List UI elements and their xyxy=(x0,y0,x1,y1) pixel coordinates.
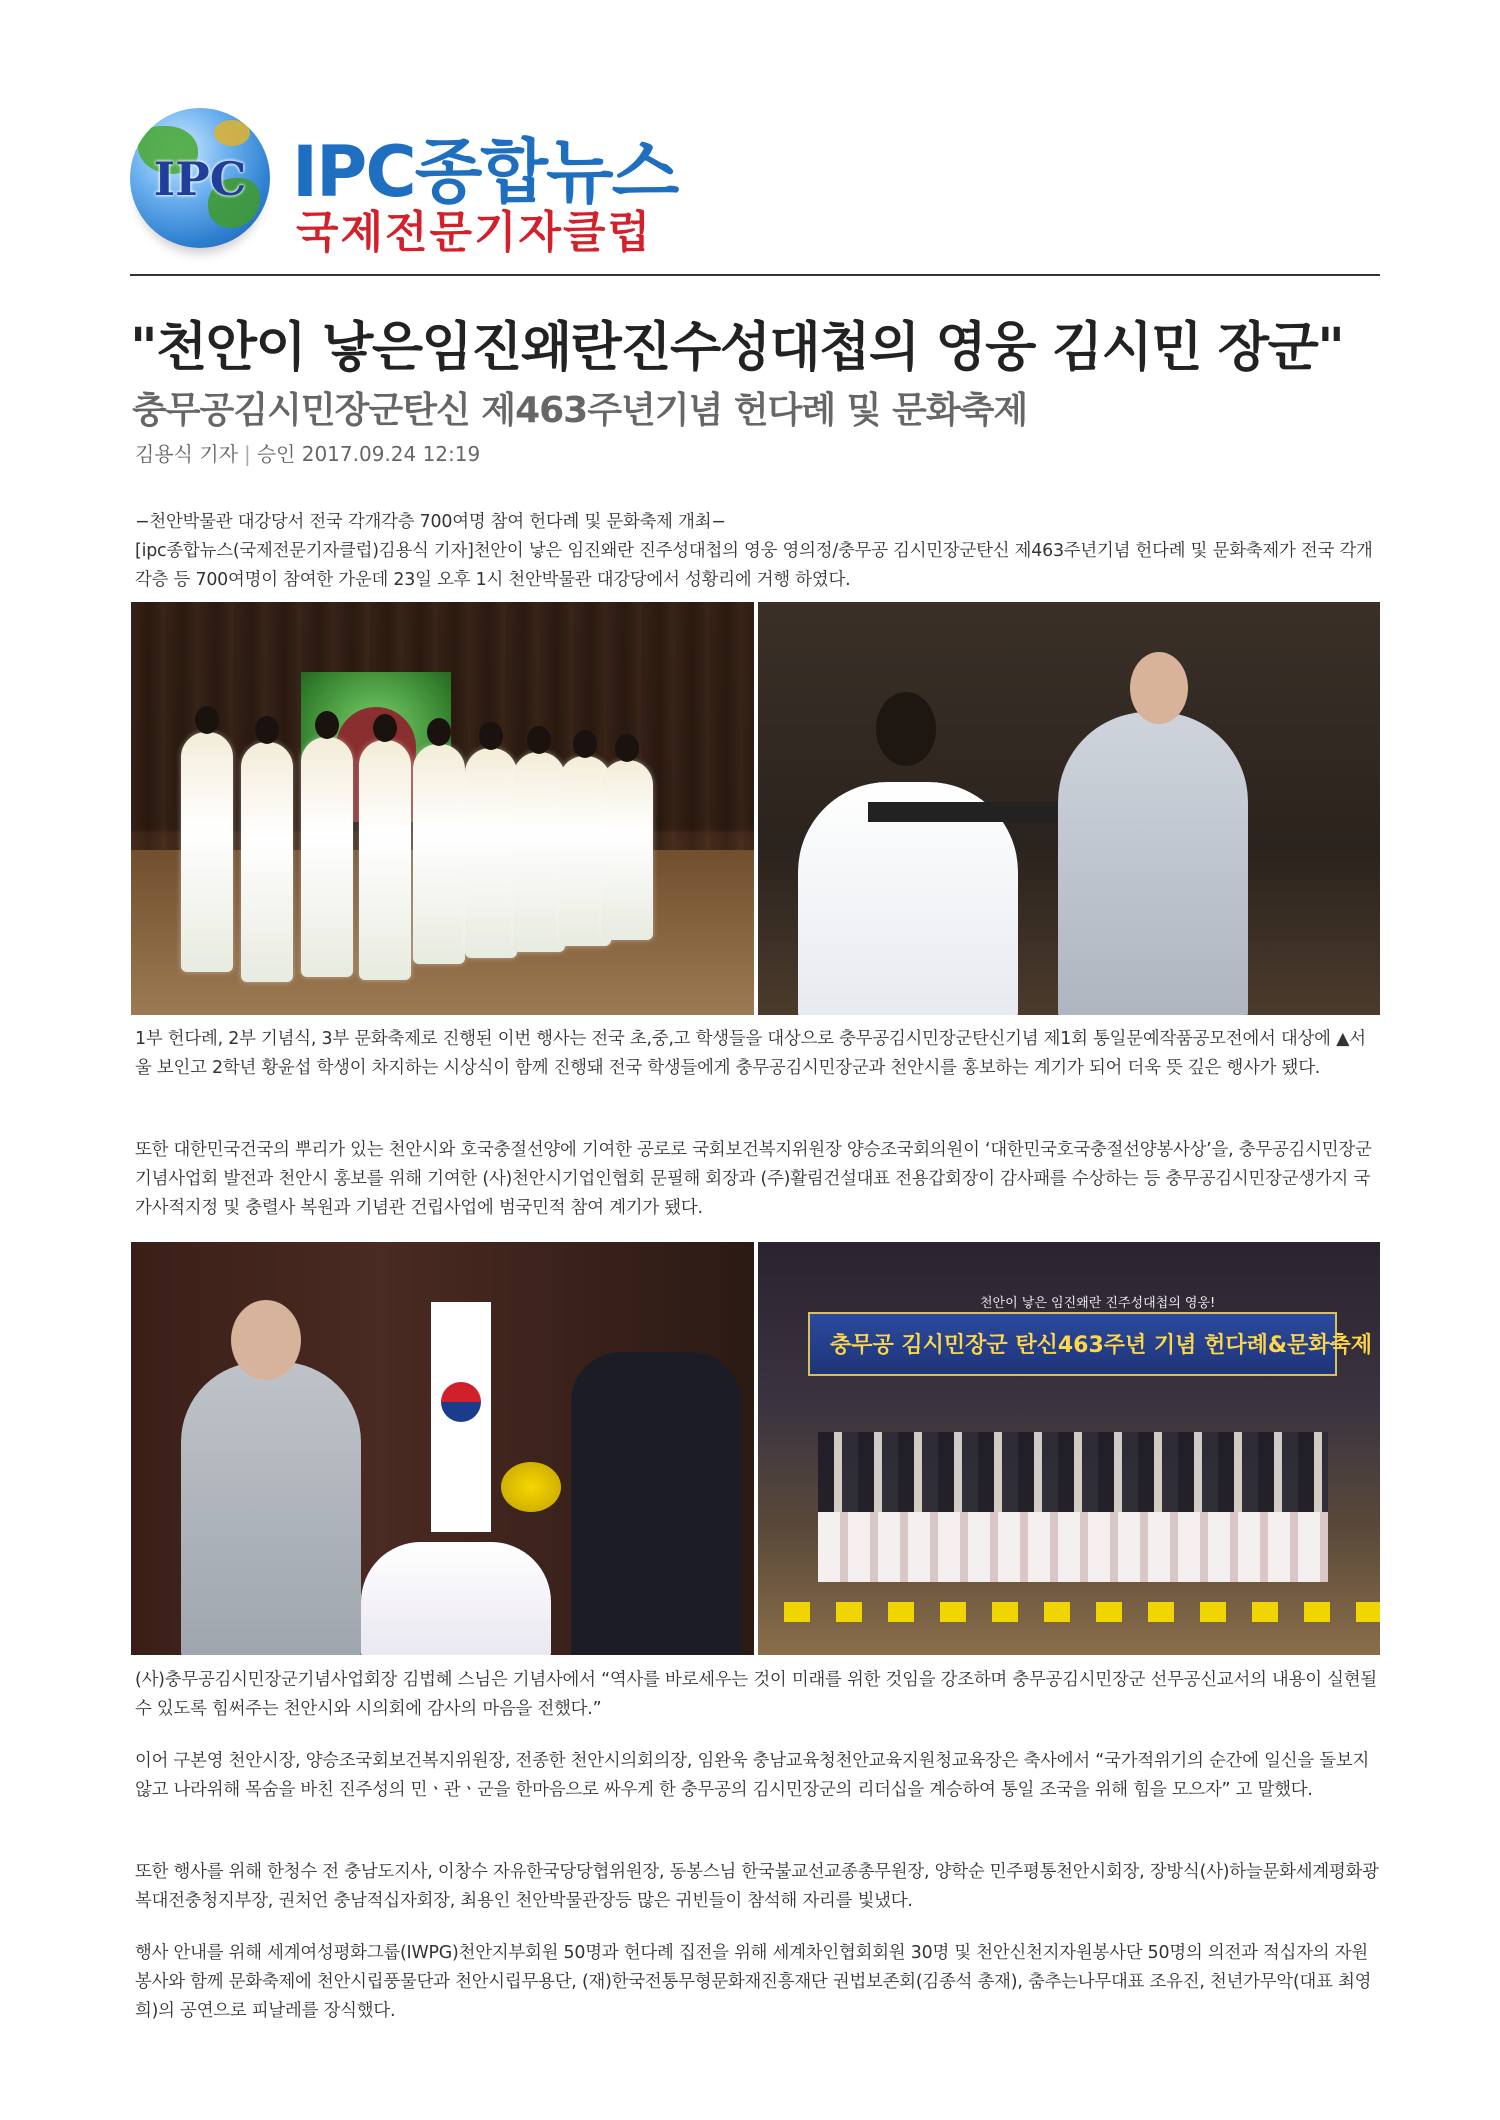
article-paragraph-4: (사)충무공김시민장군기념사업회장 김법혜 스님은 기념사에서 “역사를 바로세우는 것이 미래를 위한 것임을 강조하며 충무공김시민장군 선무공신교서의 내용이 실현될 수 있도록 힘써주는 천안시와 시의회에 감사의 마음을 전했다.” xyxy=(135,1670,1377,1719)
event-banner-top: 천안이 낳은 임진왜란 진주성대첩의 영웅! xyxy=(980,1296,1216,1311)
article-headline: "천안이 낳은임진왜란진수성대첩의 영웅 김시민 장군" xyxy=(130,317,1344,378)
article-byline: 김용식 기자 | 승인 2017.09.24 12:19 xyxy=(135,442,481,466)
photo-group xyxy=(758,1242,1380,1655)
site-subtitle: 국제전문기자클럽 xyxy=(296,207,653,258)
article-paragraph-5: 이어 구본영 천안시장, 양승조국회보건복지위원장, 전종한 천안시의회의장, 임완욱 충남교육청천안교육지원청교육장은 축사에서 “국가적위기의 순간에 일신을 돌보지 않고 나라위해 목숨을 바친 진주성의 민ㆍ관ㆍ군을 한마음으로 싸우게 한 충무공의 김시민장군의 리더십을 계승하여 통일 조국을 위해 힘을 모으자” 고 말했다. xyxy=(135,1751,1370,1800)
site-logo[interactable] xyxy=(130,108,678,268)
photo-dancers-on-stage xyxy=(131,602,754,1015)
globe-logo-text: IPC xyxy=(153,152,247,206)
byline-approved: 승인 2017.09.24 12:19 xyxy=(256,442,481,466)
event-banner xyxy=(808,1296,1373,1376)
article-subheadline: 충무공김시민장군탄신 제463주년기념 헌다례 및 문화축제 xyxy=(132,390,1028,431)
photo-tea-offering xyxy=(758,602,1380,1015)
site-title: IPC종합뉴스 xyxy=(292,131,678,213)
header-divider xyxy=(130,274,1380,276)
photo-monk-ceremony xyxy=(131,1242,754,1655)
article-paragraph-3: 또한 대한민국건국의 뿌리가 있는 천안시와 호국충절선양에 기여한 공로로 국회보건복지위원장 양승조국회의원이 ‘대한민국호국충절선양봉사상’을, 충무공김시민장군기념사업회 발전과 천안시 홍보를 위해 기여한 (사)천안시기업인협회 문필해 회장과 (주)활림건설대표 전용갑회장이 감사패를 수상하는 등 충무공김시민장군생가지 국가사적지정 및 충렬사 복원과 기념관 건립사업에 범국민적 참여 계기가 됐다. xyxy=(135,1140,1372,1218)
globe-logo-icon xyxy=(130,108,270,248)
event-banner-text: 충무공 김시민장군 탄신463주년 기념 헌다례&문화축제 xyxy=(830,1333,1373,1358)
article-paragraph-2: 1부 헌다례, 2부 기념식, 3부 문화축제로 진행된 이번 행사는 전국 초,중,고 학생들을 대상으로 충무공김시민장군탄신기념 제1회 통일문예작품공모전에서 대상에 ▲서울 보인고 2학년 황윤섭 학생이 차지하는 시상식이 함께 진행돼 전국 학생들에게 충무공김시민장군과 천안시를 홍보하는 계기가 되어 더욱 뜻 깊은 행사가 됐다. xyxy=(135,1029,1366,1078)
article-paragraph-1: −천안박물관 대강당서 전국 각개각층 700여명 참여 헌다례 및 문화축제 개최− [ipc종합뉴스(국제전문기자클럽)김용식 기자]천안이 낳은 임진왜란 진주성대첩의 영웅 영의정/충무공 김시민장군탄신 제463주년기념 헌다례 및 문화축제가 전국 각개각층 등 700여명이 참여한 가운데 23일 오후 1시 천안박물관 대강당에서 성황리에 거행 하였다. xyxy=(135,512,1373,590)
article-paragraph-7: 행사 안내를 위해 세계여성평화그룹(IWPG)천안지부회원 50명과 헌다례 집전을 위해 세계차인협회회원 30명 및 천안신천지자원봉사단 50명의 의전과 적십자의 자원봉사와 함께 문화축제에 천안시립풍물단과 천안시립무용단, (재)한국전통무형문화재진흥재단 권법보존회(김종석 총재), 춤추는나무대표 조유진, 천년가무악(대표 최영희)의 공연으로 피날레를 장식했다. xyxy=(135,1943,1372,2021)
byline-author: 김용식 기자 xyxy=(135,442,238,466)
article-paragraph-6: 또한 행사를 위해 한청수 전 충남도지사, 이창수 자유한국당당협위원장, 동봉스님 한국불교선교종총무원장, 양학순 민주평통천안시회장, 장방식(사)하늘문화세계평화광복대전충청지부장, 권처언 충남적십자회장, 최용인 천안박물관장등 많은 귀빈들이 참석해 자리를 빛냈다. xyxy=(135,1862,1379,1911)
